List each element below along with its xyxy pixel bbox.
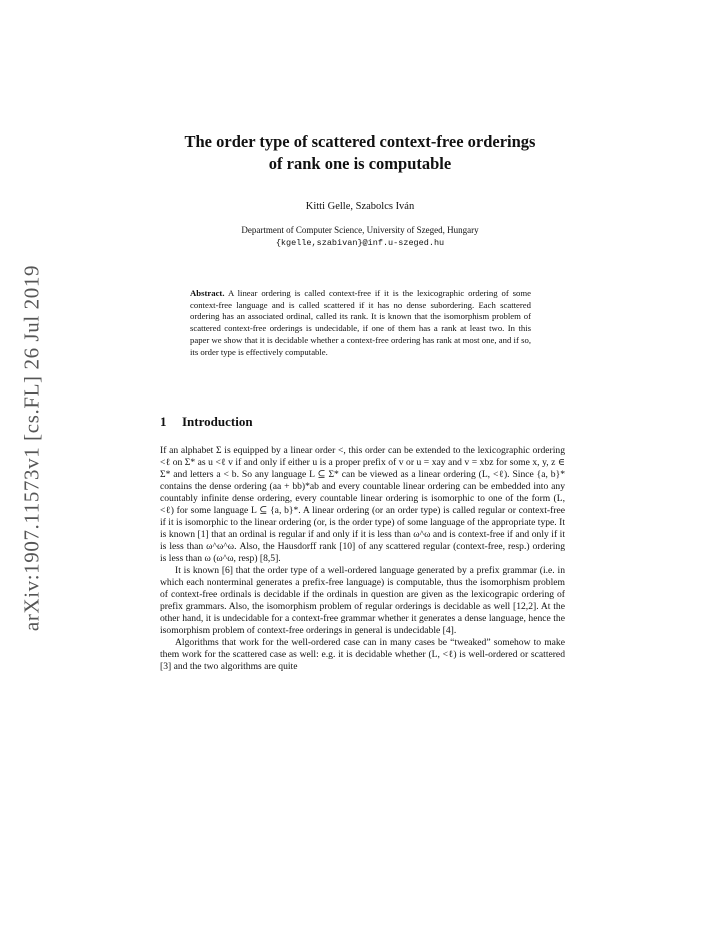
abstract — [190, 288, 531, 358]
abstract-text: A linear ordering is called context-free if it is the lexicographic ordering of some context-free language and is called scattered if it has no dense subordering. Each scattered ordering has an associated ordinal, called its rank. It is known that the isomorphism problem of scattered context-free orderings is undecidable, if one of them has a rank at least two. In this paper we show that it is decidable whether a context-free ordering has rank at most one, and if so, its order type is effectively computable. — [190, 288, 531, 357]
authors: Kitti Gelle, Szabolcs Iván — [305, 201, 415, 212]
paper-title — [130, 131, 590, 175]
body-text — [160, 445, 565, 673]
section-heading — [160, 414, 253, 430]
affiliation: Department of Computer Science, University of Szeged, Hungary — [241, 225, 479, 235]
paragraph: If an alphabet Σ is equipped by a linear order <, this order can be extended to the lexicographic ordering <ℓ on Σ* as u <ℓ v if and only if either u is a proper prefix of v or u = xay and v = xbz for some x, y, z ∈ Σ* and letters a < b. So any language L ⊆ Σ* can be viewed as a linear ordering (L, <ℓ). Since {a, b}* contains the dense ordering (aa + bb)*ab and every countable linear ordering can be embedded into any countably infinite dense ordering, every countable linear ordering is isomorphic to one of the form (L, <ℓ) for some language L ⊆ {a, b}*. A linear ordering (or an order type) is called regular or context-free if it is isomorphic to the linear ordering (or, is the order type) of some language of the appropriate type. It is known [1] that an ordinal is regular if and only if it is less than ω^ω and is context-free if and only if it is less than ω^ω^ω. Also, the Hausdorff rank [10] of any scattered regular (context-free, resp.) ordering is less than ω (ω^ω, resp) [8,5]. — [160, 445, 565, 564]
paragraph: Algorithms that work for the well-ordered case can in many cases be “tweaked” somehow to make them work for the scattered case as well: e.g. it is decidable whether (L, <ℓ) is well-ordered or scattered [3] and the two algorithms are quite — [160, 637, 565, 672]
section-title: Introduction — [182, 414, 253, 429]
arxiv-identifier-text: arXiv:1907.11573v1 [cs.FL] 26 Jul 2019 — [19, 264, 44, 632]
affiliation-block — [130, 224, 590, 250]
abstract-label: Abstract. — [190, 288, 225, 298]
arxiv-identifier — [19, 238, 44, 658]
title-line-2: of rank one is computable — [268, 154, 452, 173]
section-number: 1 — [160, 414, 167, 429]
title-line-1: The order type of scattered context-free orderings — [184, 132, 536, 151]
paragraph: It is known [6] that the order type of a well-ordered language generated by a prefix grammar (i.e. in which each nonterminal generates a prefix-free language) is computable, thus the isomorphism problem of context-free ordinals is decidable if the ordinals in question are given as the lexicograpic ordering of prefix grammars. Also, the isomorphism problem of regular orderings is decidable as well [12,2]. At the other hand, it is undecidable for a context-free grammar whether it generates a dense language, hence the isomorphism problem of context-free orderings in general is undecidable [4]. — [160, 565, 565, 636]
email: {kgelle,szabivan}@inf.u-szeged.hu — [275, 238, 445, 248]
